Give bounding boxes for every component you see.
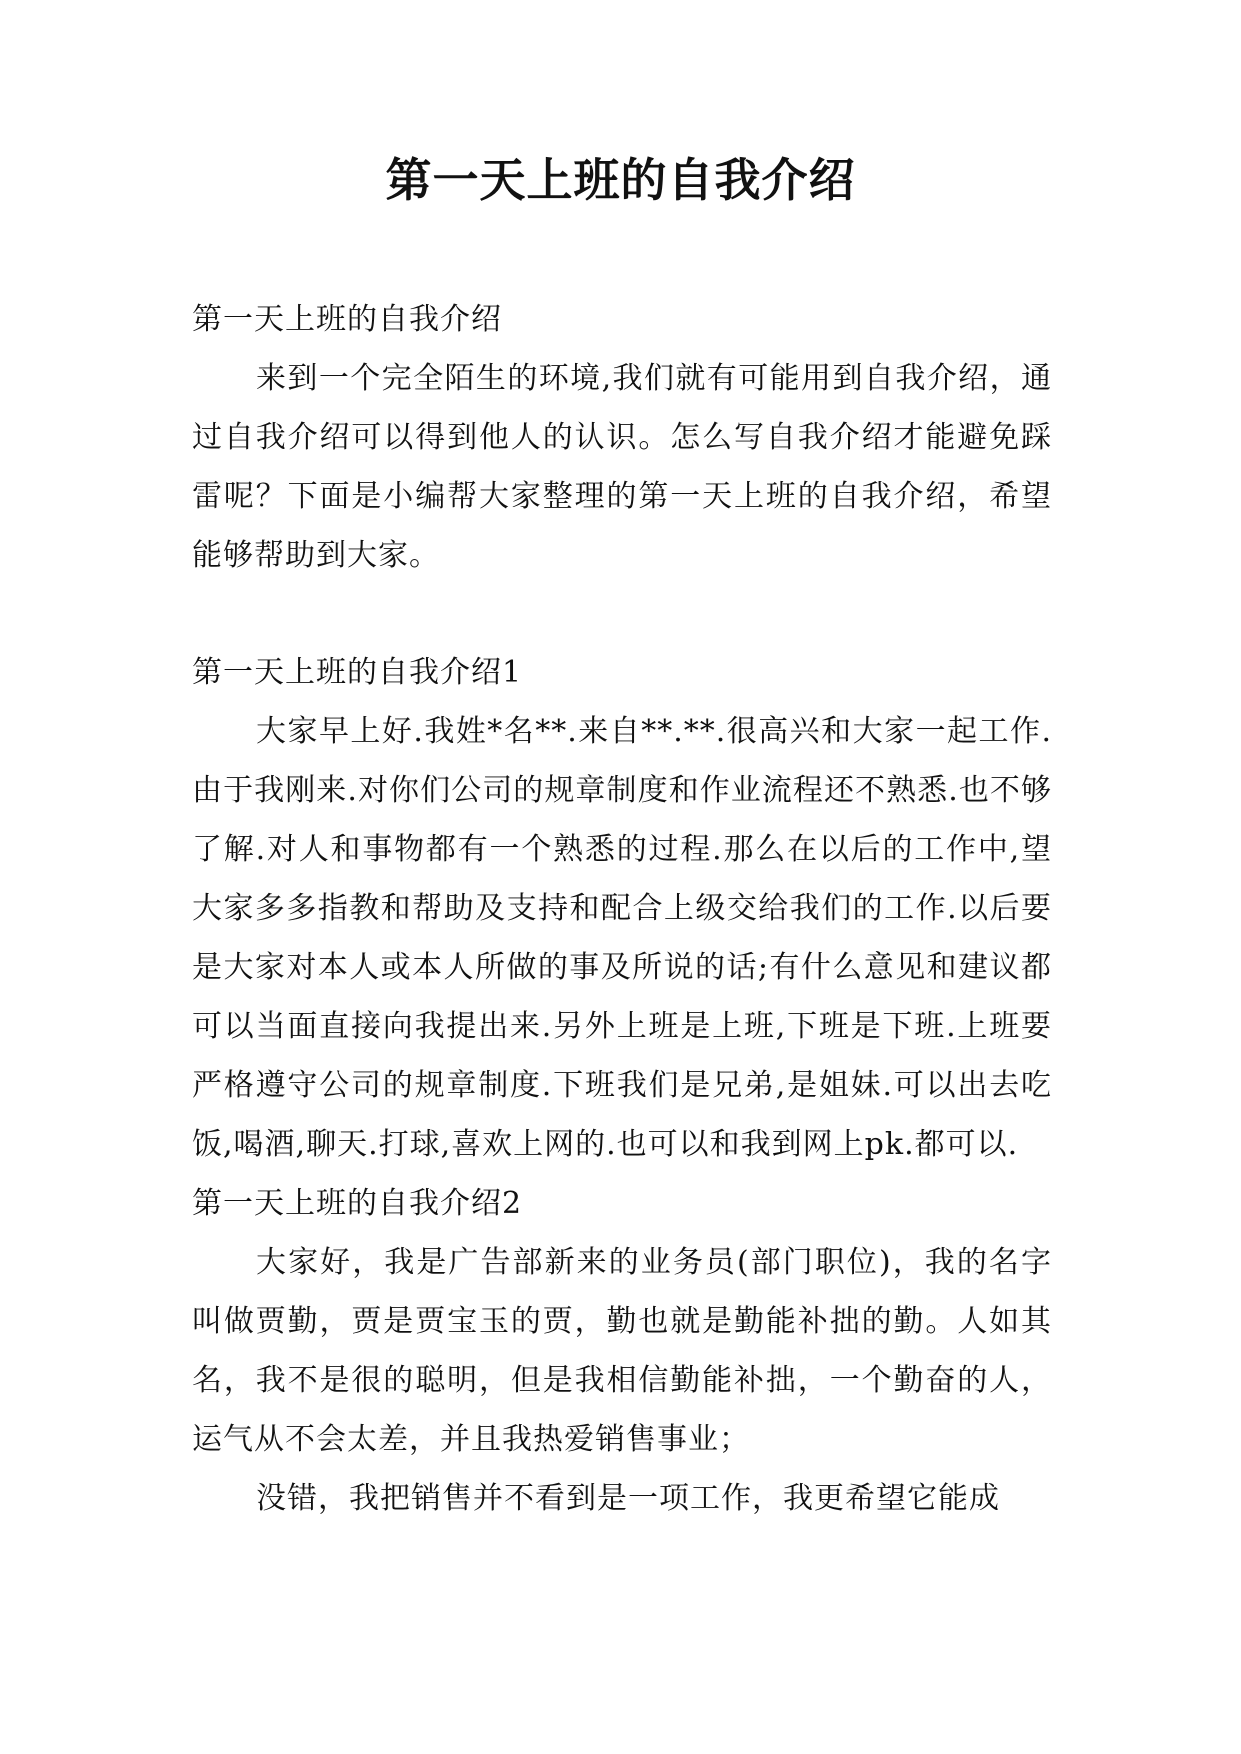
section2-paragraph-1: 大家好，我是广告部新来的业务员(部门职位)，我的名字叫做贾勤，贾是贾宝玉的贾，勤也就是勤能补拙的勤。人如其名，我不是很的聪明，但是我相信勤能补拙，一个勤奋的人，运气从不会太差，并且我热爱销售事业； <box>192 1245 1052 1457</box>
document-body <box>192 290 1052 1528</box>
section-gap <box>192 585 1052 643</box>
section1-heading: 第一天上班的自我介绍1 <box>192 655 523 690</box>
document-title: 第一天上班的自我介绍 <box>385 153 856 207</box>
section1-paragraph: 大家早上好.我姓*名**.来自**.**.很高兴和大家一起工作.由于我刚来.对你们公司的规章制度和作业流程还不熟悉.也不够了解.对人和事物都有一个熟悉的过程.那么在以后的工作中,望大家多多指教和帮助及支持和配合上级交给我们的工作.以后要是大家对本人或本人所做的事及所说的话;有什么意见和建议都可以当面直接向我提出来.另外上班是上班,下班是下班.上班要严格遵守公司的规章制度.下班我们是兄弟,是姐妹.可以出去吃饭,喝酒,聊天.打球,喜欢上网的.也可以和我到网上pk.都可以. <box>192 714 1052 1162</box>
intro-heading: 第一天上班的自我介绍 <box>192 302 502 337</box>
intro-paragraph: 来到一个完全陌生的环境,我们就有可能用到自我介绍，通过自我介绍可以得到他人的认识。怎么写自我介绍才能避免踩雷呢？下面是小编帮大家整理的第一天上班的自我介绍，希望能够帮助到大家。 <box>192 361 1052 573</box>
section2-paragraph-2: 没错，我把销售并不看到是一项工作，我更希望它能成 <box>256 1481 1000 1516</box>
section2-heading: 第一天上班的自我介绍2 <box>192 1186 523 1221</box>
